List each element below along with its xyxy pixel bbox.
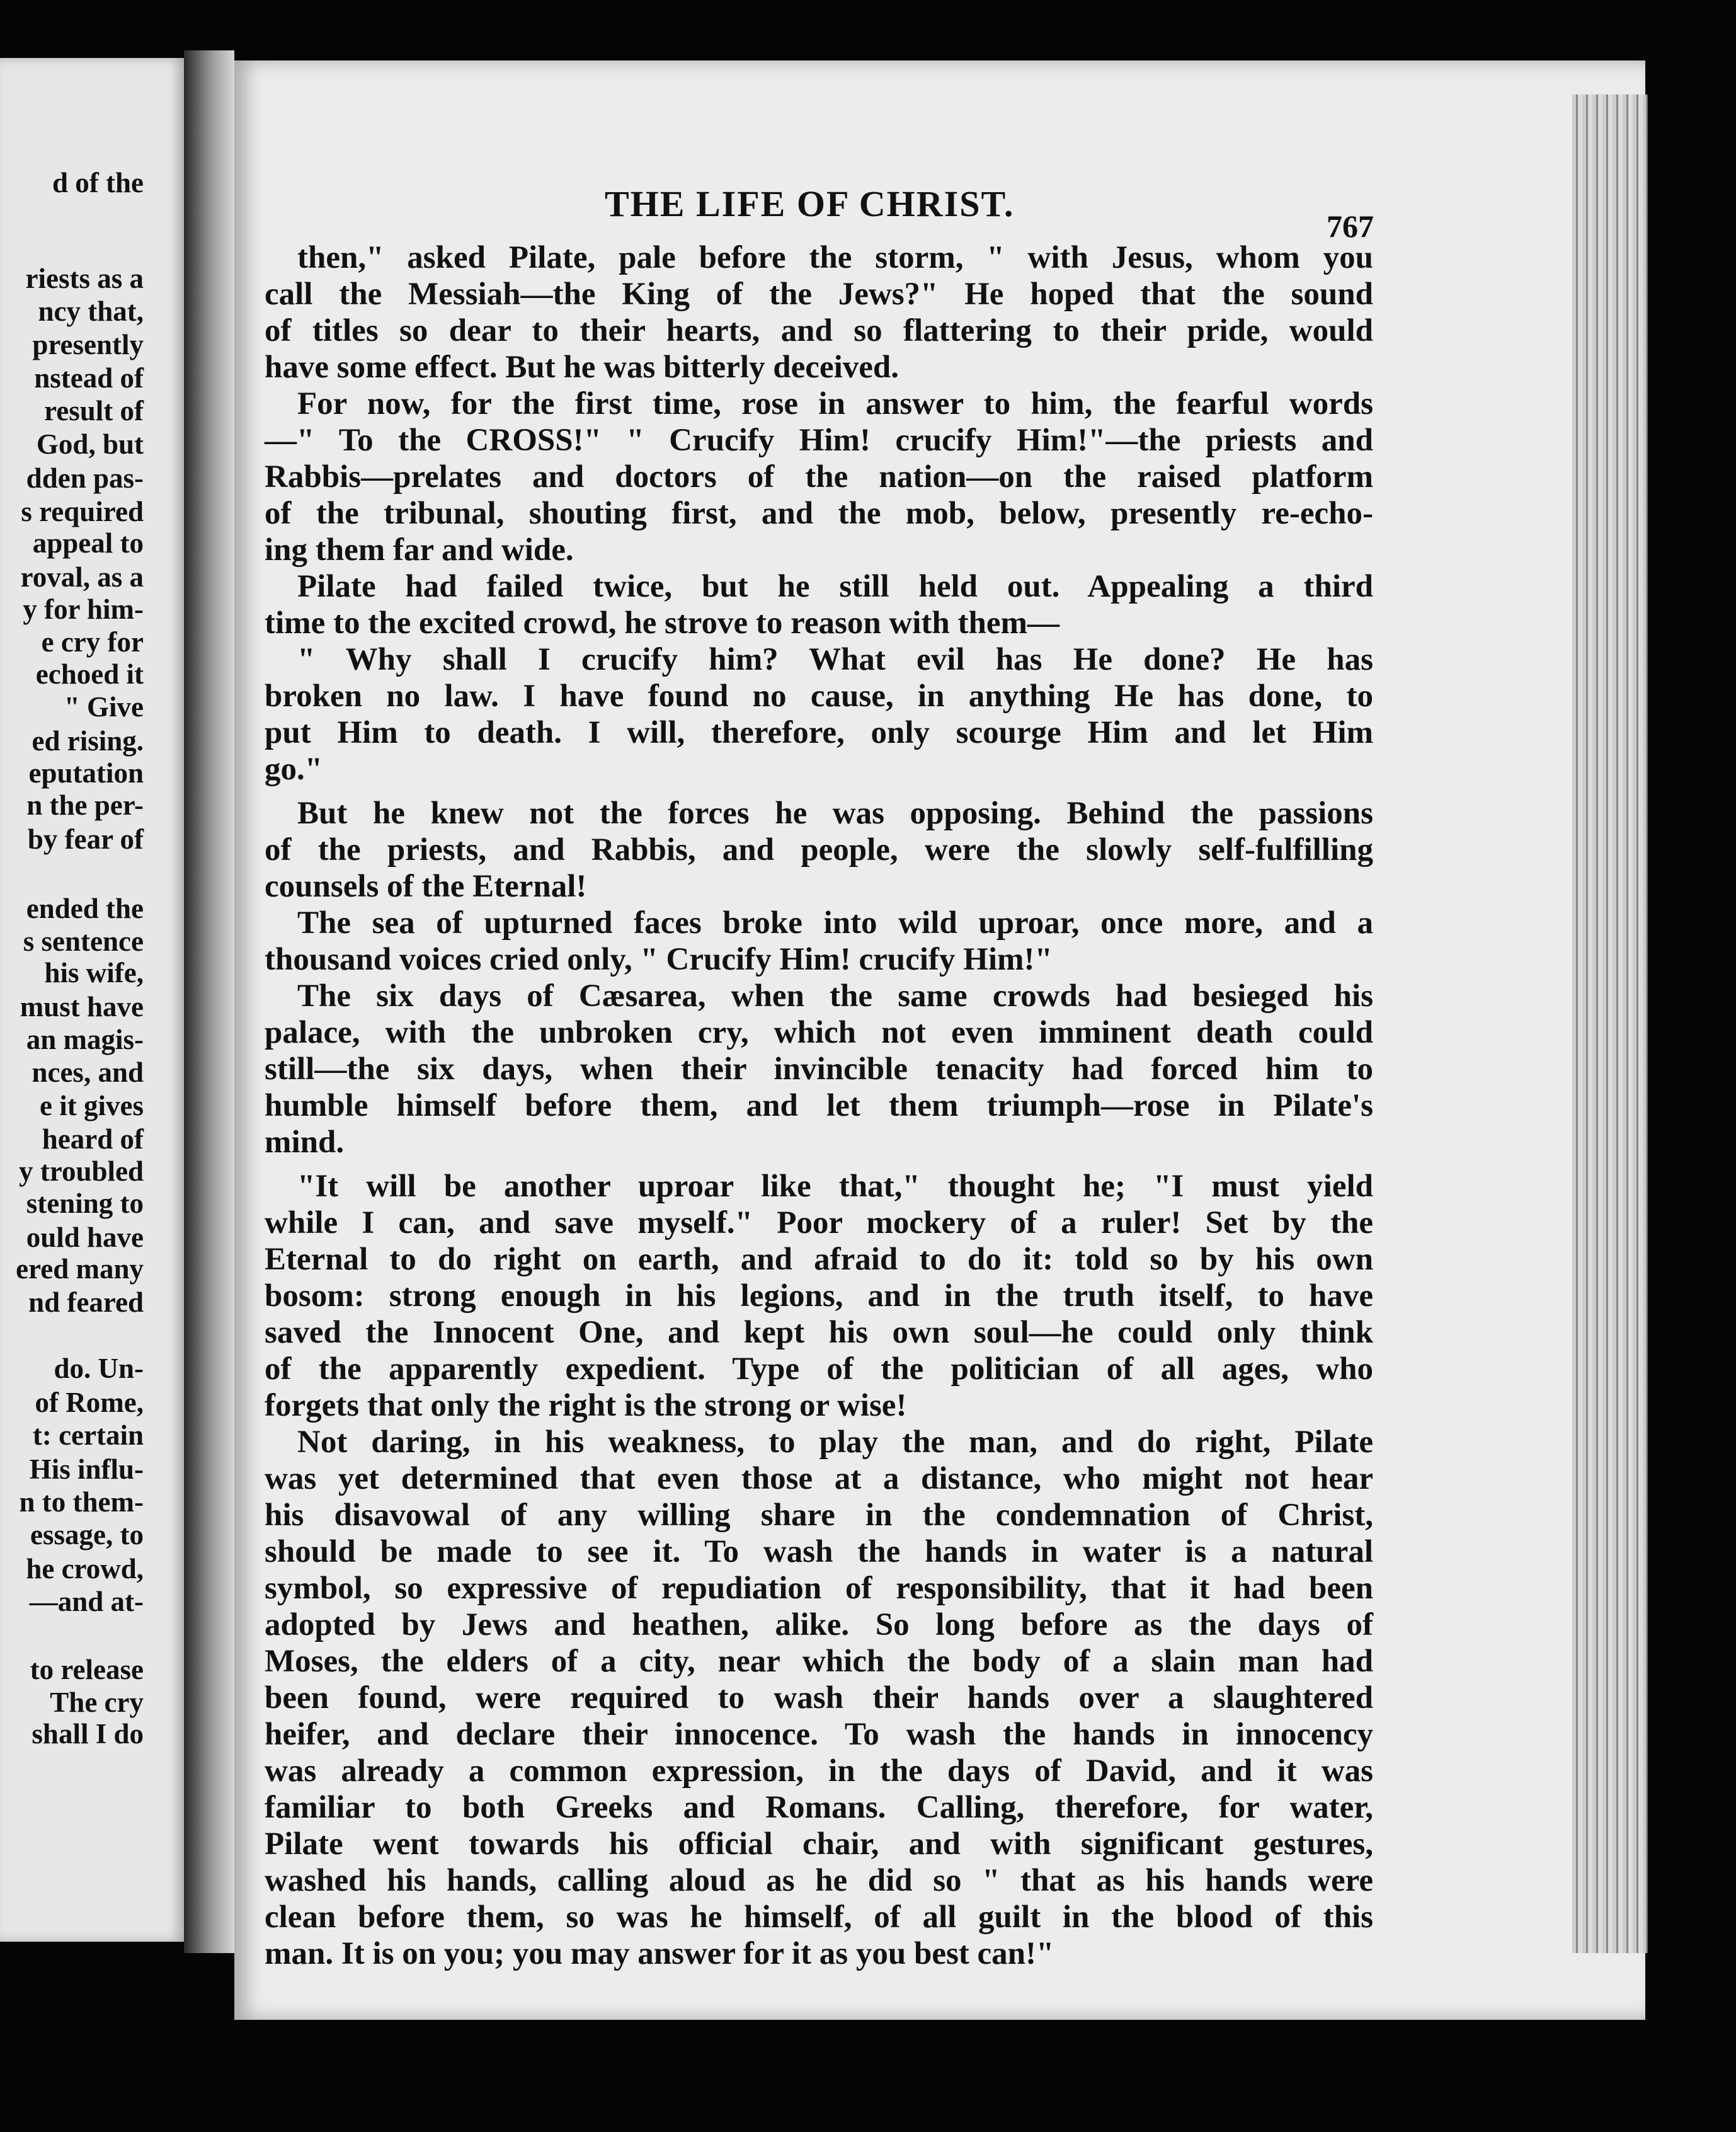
left-page-line: riests as a — [25, 263, 144, 294]
left-page-line: presently — [32, 329, 144, 360]
book-gutter — [184, 50, 234, 1953]
left-page-line: do. Un- — [54, 1353, 144, 1384]
left-page-line: t: certain — [32, 1419, 144, 1451]
text-line: thousand voices cried only, " Crucify Him! crucify Him!" — [265, 942, 1053, 977]
text-line: go." — [265, 752, 323, 787]
text-line: have some effect. But he was bitterly deceived. — [265, 350, 899, 385]
text-line: ing them far and wide. — [265, 532, 574, 568]
left-page-line: roval, as a — [20, 561, 144, 593]
left-page-line: ended the — [26, 893, 144, 924]
paragraph — [265, 905, 1373, 978]
text-line: his disavowal of any willing share in the condemnation of Christ, — [265, 1498, 1373, 1533]
left-page-line: e it gives — [40, 1090, 144, 1121]
text-line: then," asked Pilate, pale before the storm, " with Jesus, whom you — [297, 240, 1373, 275]
text-line: washed his hands, calling aloud as he did so " that as his hands were — [265, 1863, 1373, 1898]
text-line: adopted by Jews and heathen, alike. So long before as the days of — [265, 1607, 1373, 1642]
left-page-line: n the per- — [26, 789, 144, 821]
left-page-line: essage, to — [30, 1519, 144, 1550]
left-page-line: e cry for — [41, 626, 144, 658]
text-line: while I can, and save myself." Poor mockery of a ruler! Set by the — [265, 1205, 1373, 1241]
paragraph — [265, 641, 1373, 788]
left-page-line: must have — [20, 991, 144, 1023]
left-page-line: heard of — [42, 1123, 144, 1155]
left-page-line: by fear of — [27, 823, 144, 855]
left-page-line: d of the — [52, 167, 144, 198]
left-page-line: nstead of — [34, 362, 144, 394]
paragraph — [265, 239, 1373, 386]
left-page-line: of Rome, — [35, 1387, 144, 1418]
running-head: THE LIFE OF CHRIST. — [605, 183, 1015, 224]
left-page-line: s required — [21, 496, 144, 527]
left-page-line: an magis- — [26, 1024, 144, 1055]
text-line: bosom: strong enough in his legions, and in the truth itself, to have — [265, 1278, 1373, 1314]
text-line: But he knew not the forces he was opposing. Behind the passions — [297, 796, 1373, 831]
text-line: humble himself before them, and let them triumph—rose in Pilate's — [265, 1088, 1373, 1123]
text-line: put Him to death. I will, therefore, only scourge Him and let Him — [265, 715, 1373, 750]
paragraph — [265, 978, 1373, 1161]
text-line: Pilate had failed twice, but he still held out. Appealing a third — [297, 569, 1373, 604]
text-line: " Why shall I crucify him? What evil has He done? He has — [297, 642, 1373, 677]
left-page-line: ed rising. — [31, 725, 144, 757]
left-page-line: n to them- — [19, 1486, 144, 1518]
text-line: time to the excited crowd, he strove to reason with them— — [265, 605, 1060, 641]
paragraph — [265, 568, 1373, 641]
left-page-line: The cry — [50, 1687, 144, 1718]
text-line: broken no law. I have found no cause, in anything He has done, to — [265, 679, 1373, 714]
text-line: of the tribunal, shouting first, and the mob, below, presently re-echo- — [265, 496, 1373, 531]
left-page-line: y troubled — [19, 1155, 144, 1187]
left-page-line: nces, and — [31, 1057, 144, 1088]
text-line: mind. — [265, 1125, 345, 1160]
text-line: palace, with the unbroken cry, which not even imminent death could — [265, 1015, 1373, 1050]
text-line: —" To the CROSS!" " Crucify Him! crucify Him!"—the priests and — [265, 423, 1373, 458]
left-page-line: God, but — [36, 428, 144, 460]
left-page-line: y for him- — [23, 593, 144, 625]
text-line: of the priests, and Rabbis, and people, were the slowly self-fulfilling — [265, 832, 1373, 868]
text-line: man. It is on you; you may answer for it as you best can!" — [265, 1936, 1054, 1971]
text-line: symbol, so expressive of repudiation of responsibility, that it had been — [265, 1571, 1373, 1606]
text-line: of titles so dear to their hearts, and so flattering to their pride, would — [265, 313, 1373, 348]
left-page-line: echoed it — [35, 658, 144, 690]
text-line: Moses, the elders of a city, near which the body of a slain man had — [265, 1644, 1373, 1679]
text-line: Not daring, in his weakness, to play the man, and do right, Pilate — [297, 1424, 1373, 1460]
text-line: of the apparently expedient. Type of the politician of all ages, who — [265, 1351, 1373, 1387]
text-line: familiar to both Greeks and Romans. Calling, therefore, for water, — [265, 1790, 1373, 1825]
paragraph-gap — [265, 788, 1373, 795]
text-line: Eternal to do right on earth, and afraid to do it: told so by his own — [265, 1242, 1373, 1277]
text-line: Pilate went towards his official chair, and with significant gestures, — [265, 1826, 1373, 1862]
left-page-line: nd feared — [28, 1287, 144, 1318]
text-line: The six days of Cæsarea, when the same crowds had besieged his — [297, 978, 1373, 1014]
text-line: was yet determined that even those at a distance, who might not hear — [265, 1461, 1373, 1496]
paragraph-gap — [265, 1161, 1373, 1168]
text-line: The sea of upturned faces broke into wild uproar, once more, and a — [297, 905, 1373, 941]
paragraph — [265, 386, 1373, 568]
text-line: was already a common expression, in the days of David, and it was — [265, 1753, 1373, 1789]
left-page-line: to release — [30, 1654, 144, 1685]
left-page-line: dden pas- — [26, 462, 144, 494]
left-page-line: shall I do — [31, 1718, 144, 1750]
text-line: Rabbis—prelates and doctors of the nation—on the raised platform — [265, 459, 1373, 495]
page-number: 767 — [1327, 209, 1374, 244]
paragraph — [265, 1168, 1373, 1424]
text-line: been found, were required to wash their hands over a slaughtered — [265, 1680, 1373, 1716]
left-page-line: ncy that, — [38, 295, 144, 327]
text-line: forgets that only the right is the strong or wise! — [265, 1388, 907, 1423]
left-page-line: his wife, — [44, 957, 144, 989]
text-line: counsels of the Eternal! — [265, 869, 587, 904]
page-edges — [1572, 95, 1648, 1953]
paragraph — [265, 795, 1373, 905]
text-line: saved the Innocent One, and kept his own soul—he could only think — [265, 1315, 1373, 1350]
left-page-line: result of — [44, 395, 144, 427]
text-line: still—the six days, when their invincible tenacity had forced him to — [265, 1052, 1373, 1087]
left-page-line: —and at- — [29, 1586, 144, 1617]
text-line: For now, for the first time, rose in answer to him, the fearful words — [297, 386, 1373, 421]
left-page-line: stening to — [26, 1188, 144, 1219]
left-page-line: ould have — [26, 1222, 144, 1253]
text-line: should be made to see it. To wash the hands in water is a natural — [265, 1534, 1373, 1569]
left-page-fragment — [0, 58, 184, 1942]
left-page-line: eputation — [28, 757, 144, 789]
text-line: "It will be another uproar like that," thought he; "I must yield — [297, 1169, 1373, 1204]
left-page-line: His influ- — [29, 1453, 144, 1485]
text-line: heifer, and declare their innocence. To wash the hands in innocency — [265, 1717, 1373, 1752]
left-page-line: he crowd, — [26, 1553, 144, 1585]
left-page-line: appeal to — [32, 527, 144, 559]
left-page-line: " Give — [64, 691, 144, 723]
left-page-line: ered many — [16, 1253, 144, 1285]
left-page-line: s sentence — [23, 926, 144, 957]
text-line: call the Messiah—the King of the Jews?" He hoped that the sound — [265, 277, 1373, 312]
text-line: clean before them, so was he himself, of all guilt in the blood of this — [265, 1900, 1373, 1935]
body-text — [265, 239, 1373, 1972]
paragraph — [265, 1424, 1373, 1972]
